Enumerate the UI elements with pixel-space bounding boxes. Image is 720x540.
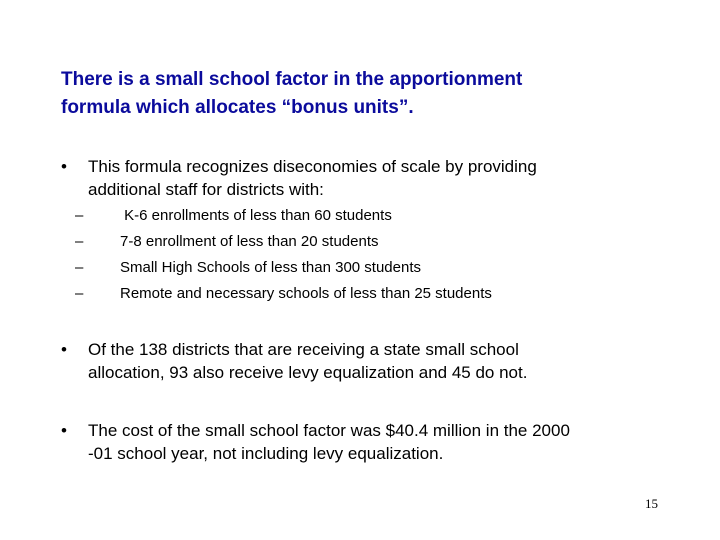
bullet-line: The cost of the small school factor was $40.4 million in the 2000 <box>88 421 570 440</box>
dash-icon: – <box>75 207 84 224</box>
bullet-line: -01 school year, not including levy equalization. <box>88 444 444 463</box>
bullet-dot-icon: • <box>61 421 67 440</box>
sub-bullet-item <box>75 206 675 232</box>
sub-bullet-text: Remote and necessary schools of less than 25 students <box>120 285 492 302</box>
bullet-dot-icon: • <box>61 340 67 359</box>
title-line: There is a small school factor in the apportionment <box>61 69 523 90</box>
sub-bullet-item <box>75 258 675 284</box>
bullet-text <box>88 155 708 201</box>
bullet-line: Of the 138 districts that are receiving a state small school <box>88 340 519 359</box>
bullet-text <box>88 419 708 465</box>
page-number: 15 <box>645 496 658 511</box>
bullet-line: allocation, 93 also receive levy equalization and 45 do not. <box>88 363 528 382</box>
dash-icon: – <box>75 285 84 302</box>
title-line: formula which allocates “bonus units”. <box>61 97 414 118</box>
bullet-dot-icon: • <box>61 157 67 176</box>
dash-icon: – <box>75 233 84 250</box>
sub-bullet-item <box>75 232 675 258</box>
sub-bullet-text: K-6 enrollments of less than 60 students <box>120 207 392 224</box>
bullet-line: This formula recognizes diseconomies of scale by providing <box>88 157 537 176</box>
sub-bullet-list <box>75 206 675 310</box>
sub-bullet-text: Small High Schools of less than 300 students <box>120 259 422 276</box>
bullet-line: additional staff for districts with: <box>88 180 324 199</box>
sub-bullet-text: 7-8 enrollment of less than 20 students <box>120 233 379 250</box>
sub-bullet-item <box>75 284 675 310</box>
bullet-text <box>88 338 708 384</box>
dash-icon: – <box>75 259 84 276</box>
slide-title <box>61 66 701 122</box>
